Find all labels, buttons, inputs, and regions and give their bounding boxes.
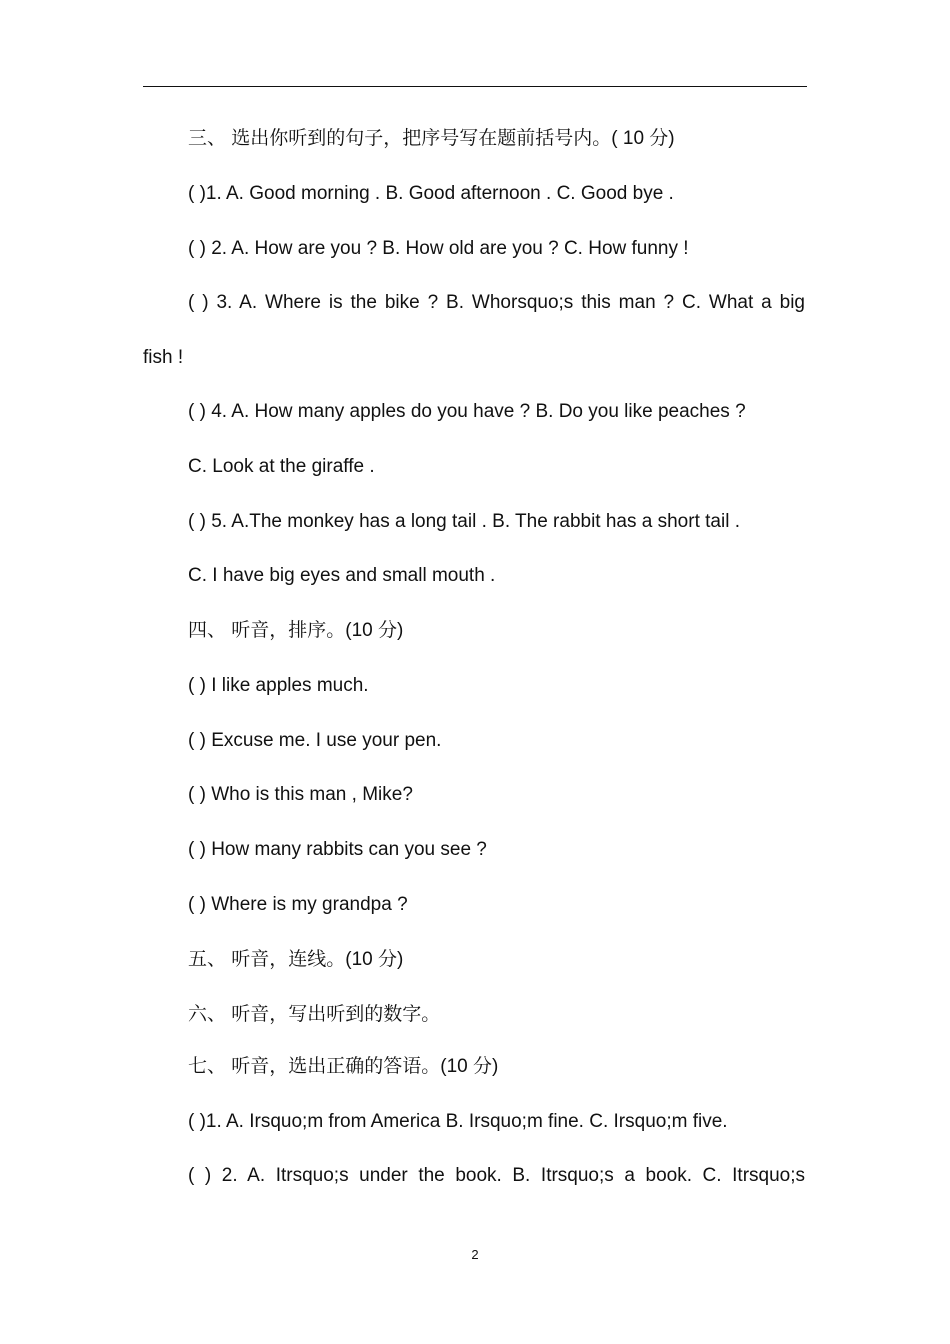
ordering-item: ( ) How many rabbits can you see ? — [188, 839, 487, 860]
ordering-item: ( ) Where is my grandpa ? — [188, 894, 408, 915]
section-7-heading: 七、 听音，选出正确的答语。(10 分) — [188, 1056, 499, 1077]
question-item: ( ) 3. A. Where is the bike ? B. Whorsquo;s this man ? C. What a big — [188, 292, 805, 313]
question-item-continued: C. I have big eyes and small mouth . — [188, 565, 496, 586]
section-3-heading: 三、 选出你听到的句子，把序号写在题前括号内。( 10 分) — [188, 128, 675, 149]
section-4-heading: 四、 听音，排序。(10 分) — [188, 620, 404, 641]
question-item: ( ) 5. A.The monkey has a long tail . B. The rabbit has a short tail . — [188, 511, 740, 532]
section-5-heading: 五、 听音，连线。(10 分) — [188, 949, 404, 970]
section-6-heading: 六、 听音，写出听到的数字。 — [188, 1004, 441, 1025]
answer-item: ( )1. A. Irsquo;m from America B. Irsquo;m fine. C. Irsquo;m five. — [188, 1111, 728, 1132]
page-number: 2 — [471, 1247, 479, 1262]
question-item-continued: C. Look at the giraffe . — [188, 456, 375, 477]
ordering-item: ( ) I like apples much. — [188, 675, 369, 696]
answer-item: ( ) 2. A. Itrsquo;s under the book. B. Itrsquo;s a book. C. Itrsquo;s — [188, 1165, 805, 1186]
question-item-continued: fish ! — [143, 347, 184, 368]
question-item: ( )1. A. Good morning . B. Good afternoon . C. Good bye . — [188, 183, 674, 204]
ordering-item: ( ) Who is this man , Mike? — [188, 784, 413, 805]
ordering-item: ( ) Excuse me. I use your pen. — [188, 730, 442, 751]
question-item: ( ) 2. A. How are you ? B. How old are you ? C. How funny ! — [188, 238, 689, 259]
header-rule — [143, 86, 807, 87]
question-item: ( ) 4. A. How many apples do you have ? B. Do you like peaches ? — [188, 401, 746, 422]
